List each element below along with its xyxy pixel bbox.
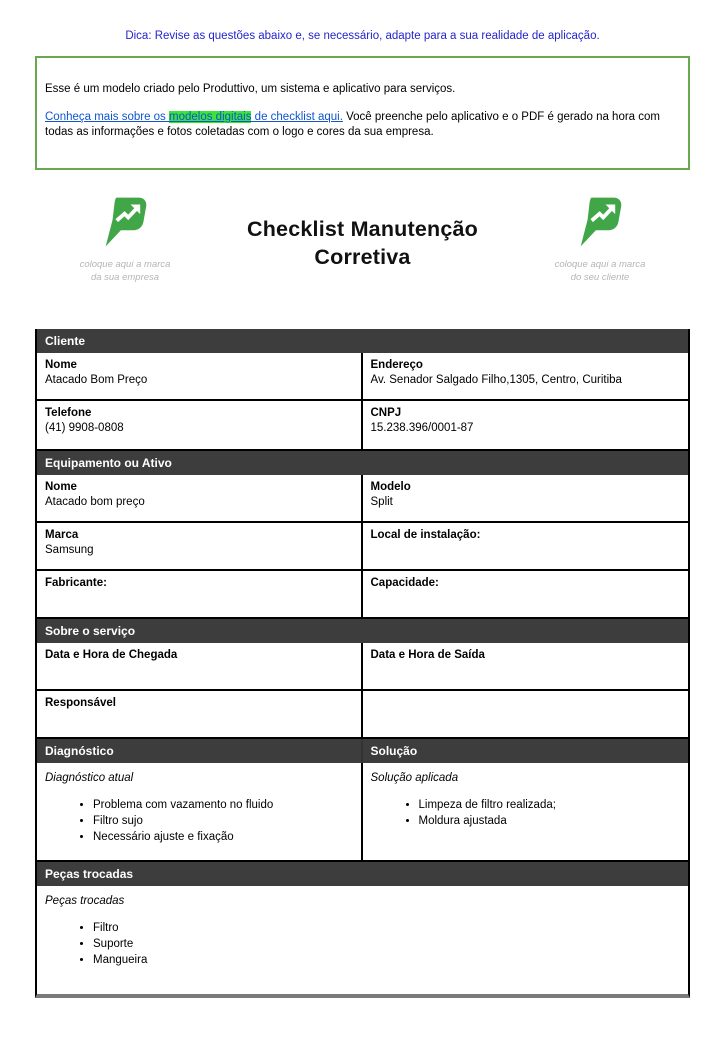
- solucao-intro: Solução aplicada: [370, 771, 459, 784]
- link-text-pre[interactable]: Conheça mais sobre os: [45, 111, 170, 124]
- page-title: [205, 216, 520, 271]
- company-caption-line2: da sua empresa: [90, 272, 160, 284]
- list-item: • Filtro sujo: [93, 814, 353, 829]
- field-label: CNPJ: [370, 406, 402, 419]
- cell-solucao: [363, 763, 689, 860]
- client-caption-line2: do seu cliente: [570, 272, 630, 284]
- checklist-table: [35, 329, 690, 998]
- list-item: • Moldura ajustada: [419, 814, 681, 829]
- list-item: • Filtro: [93, 921, 680, 936]
- produttivo-logo-icon: [102, 196, 148, 248]
- list-item: • Problema com vazamento no fluido: [93, 798, 353, 813]
- diagnostico-intro: Diagnóstico atual: [45, 771, 134, 784]
- cell-pecas-trocadas: [37, 886, 688, 994]
- cell-empty: [363, 691, 689, 737]
- table-row-equipamento-2: [37, 523, 688, 571]
- section-header-diagnostico: Diagnóstico: [37, 739, 363, 763]
- cell-capacidade: [363, 571, 689, 617]
- cell-modelo: [363, 475, 689, 521]
- field-label: Local de instalação:: [370, 528, 481, 541]
- table-row-pecas: [37, 886, 688, 994]
- list-item: • Suporte: [93, 937, 680, 952]
- cell-marca: [37, 523, 363, 569]
- page-title-line1: Checklist Manutenção: [247, 217, 478, 241]
- field-label: Capacidade:: [370, 576, 439, 589]
- cell-cnpj: [363, 401, 689, 449]
- pecas-intro: Peças trocadas: [45, 894, 125, 907]
- section-header-diagnostico-solucao: [37, 739, 688, 763]
- cell-nome-cliente: [37, 353, 363, 399]
- field-value: Split: [370, 496, 393, 509]
- table-row-equipamento-3: [37, 571, 688, 619]
- company-logo-block: [45, 196, 205, 285]
- cell-data-saida: [363, 643, 689, 689]
- field-label: Telefone: [45, 406, 92, 419]
- tip-text: Dica: Revise as questões abaixo e, se necessário, adapte para a sua realidade de aplicação.: [125, 30, 600, 42]
- section-header-solucao: Solução: [370, 743, 418, 758]
- document-header: [0, 196, 725, 285]
- field-value: 15.238.396/0001-87: [370, 422, 474, 435]
- field-value: Atacado bom preço: [45, 496, 145, 509]
- field-label: Modelo: [370, 480, 411, 493]
- table-row-diagnostico-solucao: [37, 763, 688, 862]
- cell-nome-equipamento: [37, 475, 363, 521]
- solucao-list: [371, 798, 681, 829]
- field-label: Data e Hora de Saída: [370, 648, 485, 661]
- section-header-equipamento: Equipamento ou Ativo: [37, 451, 688, 475]
- company-caption-line1: coloque aqui a marca: [79, 259, 171, 270]
- table-row-cliente-2: [37, 401, 688, 451]
- section-header-servico: Sobre o serviço: [37, 619, 688, 643]
- table-row-servico-1: [37, 643, 688, 691]
- field-label: Marca: [45, 528, 79, 541]
- table-row-cliente-1: [37, 353, 688, 401]
- client-logo-caption: [520, 258, 680, 285]
- link-text-post[interactable]: de checklist aqui.: [251, 111, 343, 124]
- list-item: • Mangueira: [93, 953, 680, 968]
- info-box: [35, 56, 690, 170]
- field-label: Endereço: [370, 358, 423, 371]
- list-item: • Necessário ajuste e fixação: [93, 830, 353, 845]
- section-header-pecas: Peças trocadas: [37, 862, 688, 886]
- field-label: Data e Hora de Chegada: [45, 648, 178, 661]
- client-caption-line1: coloque aqui a marca: [554, 259, 646, 270]
- title-block: [205, 216, 520, 271]
- field-value: Samsung: [45, 544, 94, 557]
- field-value: Av. Senador Salgado Filho,1305, Centro, Curitiba: [370, 374, 622, 387]
- cell-fabricante: [37, 571, 363, 617]
- info-line1: Esse é um modelo criado pelo Produttivo, um sistema e aplicativo para serviços.: [45, 83, 456, 95]
- cell-telefone: [37, 401, 363, 449]
- client-logo-block: [520, 196, 680, 285]
- link-text-highlighted[interactable]: modelos digitais: [169, 111, 252, 124]
- info-line2-rest: Você preenche pelo aplicativo e o PDF é gerado na hora com todas as informações e fotos coletadas com o logo e cores da sua empresa.: [45, 111, 660, 139]
- field-label: Nome: [45, 480, 77, 493]
- field-value: Atacado Bom Preço: [45, 374, 148, 387]
- section-header-cliente: Cliente: [37, 329, 688, 353]
- table-row-equipamento-1: [37, 475, 688, 523]
- field-label: Nome: [45, 358, 77, 371]
- table-row-servico-2: [37, 691, 688, 739]
- field-label: Fabricante:: [45, 576, 107, 589]
- pecas-list: [45, 921, 680, 969]
- cell-local-instalacao: [363, 523, 689, 569]
- cell-diagnostico: [37, 763, 363, 860]
- produttivo-logo-icon: [577, 196, 623, 248]
- field-label: Responsável: [45, 696, 116, 709]
- checklist-link[interactable]: [45, 111, 343, 123]
- info-line2: [45, 110, 678, 140]
- cell-endereco: [363, 353, 689, 399]
- field-value: (41) 9908-0808: [45, 422, 124, 435]
- page-title-line2: Corretiva: [314, 244, 411, 269]
- cell-responsavel: [37, 691, 363, 737]
- list-item: • Limpeza de filtro realizada;: [419, 798, 681, 813]
- cell-data-chegada: [37, 643, 363, 689]
- diagnostico-list: [45, 798, 353, 846]
- company-logo-caption: [45, 258, 205, 285]
